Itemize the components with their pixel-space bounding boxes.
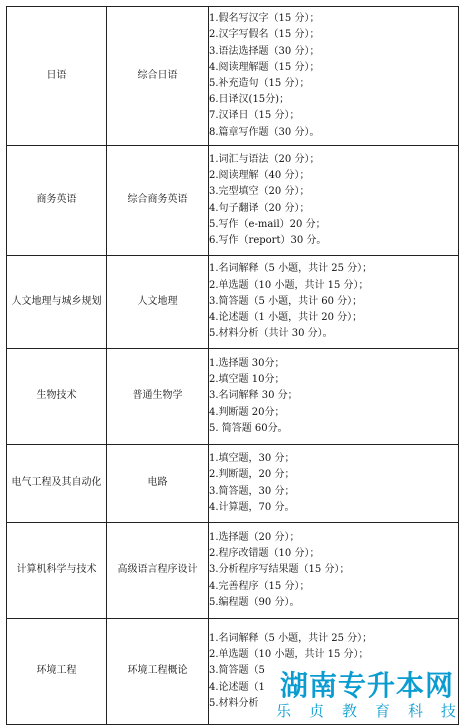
- subject-cell: 高级语言程序设计: [107, 523, 209, 619]
- question-type-item: 6.写作（report）30 分。: [209, 234, 327, 246]
- question-type-item: 3.简答题（5 小题，共计 60 分）；: [209, 295, 363, 307]
- question-type-item: 2.程序改错题（10 分）；: [209, 548, 320, 560]
- question-type-item: 3.名词解释 30 分；: [209, 390, 298, 402]
- question-type-item: 2.汉字写假名（15 分）；: [209, 29, 320, 41]
- question-type-item: 5.编程题（90 分）。: [209, 596, 300, 608]
- question-type-item: 4.阅读理解题（15 分）；: [209, 61, 320, 73]
- question-type-item: 1.假名写汉字（15 分）；: [209, 13, 320, 25]
- subject-cell: 普通生物学: [107, 349, 209, 445]
- question-type-item: 5.写作（e-mail）20 分；: [209, 218, 326, 230]
- table-row: [7, 349, 459, 445]
- question-type-item: 1.选择题（20 分）；: [209, 531, 300, 543]
- subject-cell: 综合日语: [107, 7, 209, 146]
- question-type-item: 4.论述题（1: [209, 681, 265, 693]
- question-type-item: 1.填空题，30 分；: [209, 453, 295, 465]
- question-types-cell: [209, 349, 459, 445]
- question-type-item: 4.完善程序（15 分）；: [209, 580, 310, 592]
- question-type-item: 5.补充造句（15 分）；: [209, 78, 310, 89]
- major-cell: 人文地理与城乡规划: [7, 256, 107, 349]
- subject-cell: 综合商务英语: [107, 146, 209, 256]
- question-type-item: 7.汉译日（15 分）；: [209, 110, 300, 122]
- question-type-item: 4.计算题，70 分。: [209, 501, 295, 513]
- question-type-item: 1.名词解释（5 小题，共计 25 分）；: [209, 632, 373, 644]
- question-type-item: 4.论述题（1 小题，共计 20 分）；: [209, 312, 363, 324]
- question-type-item: 3.语法选择题（30 分）；: [209, 45, 320, 57]
- watermark-char: 贞: [308, 702, 324, 720]
- watermark-title: 湖南专升本网: [280, 669, 455, 702]
- question-types-cell: [209, 523, 459, 619]
- question-type-item: 5.材料分析（共计 30 分）。: [209, 328, 333, 340]
- exam-subject-table: [6, 6, 459, 725]
- watermark-char: 技: [440, 702, 456, 720]
- question-type-item: 2.阅读理解（40 分）；: [209, 170, 310, 182]
- question-types-cell: [209, 146, 459, 256]
- major-cell: 环境工程: [7, 619, 107, 725]
- question-type-item: 1.选择题 30分；: [209, 357, 285, 369]
- major-cell: 商务英语: [7, 146, 107, 256]
- question-type-item: 1.词汇与语法（20 分）；: [209, 153, 320, 165]
- major-cell: 计算机科学与技术: [7, 523, 107, 619]
- question-types-cell: [209, 445, 459, 523]
- question-type-item: 6.日译汉(15分)；: [209, 94, 290, 106]
- table-row: [7, 445, 459, 523]
- major-cell: 生物技术: [7, 349, 107, 445]
- question-type-item: 2.单选题（10 小题，共计 15 分）；: [209, 279, 369, 291]
- major-cell: 日语: [7, 7, 107, 146]
- table-row: [7, 523, 459, 619]
- question-type-item: 4.判断题 20分；: [209, 406, 285, 418]
- watermark-char: 育: [374, 702, 390, 720]
- question-type-item: 5.材料分析: [209, 697, 259, 709]
- watermark-char: 乐: [276, 702, 292, 720]
- question-type-item: 3.简答题，30 分；: [209, 485, 295, 497]
- question-type-item: 2.填空题 10分；: [209, 374, 285, 386]
- subject-cell: 环境工程概论: [107, 619, 209, 725]
- question-type-item: 1.名词解释（5 小题，共计 25 分）；: [209, 263, 373, 275]
- question-type-item: 4.句子翻译（20 分）；: [209, 202, 310, 214]
- table-row: [7, 619, 459, 725]
- question-type-item: 2.判断题，20 分；: [209, 469, 295, 481]
- watermark-char: 教: [341, 702, 357, 720]
- table-row: [7, 256, 459, 349]
- table-row: [7, 7, 459, 146]
- subject-cell: 人文地理: [107, 256, 209, 349]
- question-types-cell: [209, 619, 459, 725]
- question-type-item: 3.分析程序写结果题（15 分）；: [209, 564, 350, 576]
- question-type-item: 3.完型填空（20 分）；: [209, 186, 310, 198]
- table-row: [7, 146, 459, 256]
- question-type-item: 2.单选题（10 小题，共计 15 分）；: [209, 649, 369, 661]
- question-types-cell: [209, 256, 459, 349]
- table-body: [7, 7, 459, 725]
- watermark-char: 科: [407, 702, 423, 720]
- question-type-item: 3.简答题（5: [209, 665, 265, 677]
- major-cell: 电气工程及其自动化: [7, 445, 107, 523]
- question-type-item: 8.篇章写作题（30 分）。: [209, 126, 320, 138]
- question-type-item: 5. 简答题 60分。: [209, 422, 288, 434]
- subject-cell: 电路: [107, 445, 209, 523]
- question-types-cell: [209, 7, 459, 146]
